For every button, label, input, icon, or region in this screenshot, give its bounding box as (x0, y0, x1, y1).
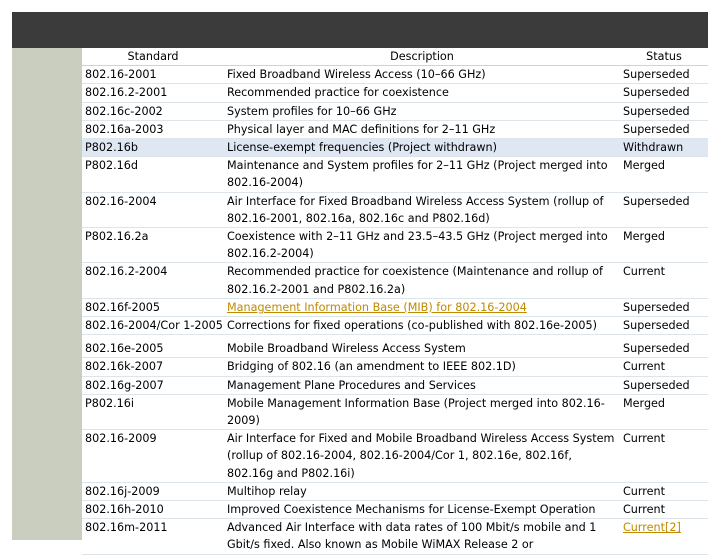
cell-status: Merged (620, 394, 708, 429)
cell-status: Current (620, 482, 708, 500)
header-standard: Standard (82, 48, 224, 66)
cell-standard: 802.16c-2002 (82, 102, 224, 120)
cell-status: Superseded (620, 120, 708, 138)
standards-table-container (82, 48, 708, 552)
table-row (82, 519, 708, 554)
slide-sidebar-band (12, 48, 82, 540)
slide-header-band (12, 12, 708, 48)
cell-standard: 802.16f-2005 (82, 298, 224, 316)
cell-standard: 802.16.2-2004 (82, 263, 224, 298)
cell-standard: 802.16e-2005 (82, 335, 224, 358)
cell-description: Coexistence with 2–11 GHz and 23.5–43.5 GHz (Project merged into 802.16.2-2004) (224, 228, 620, 263)
cell-status: Superseded (620, 298, 708, 316)
cell-standard: 802.16.2-2001 (82, 84, 224, 102)
cell-standard: 802.16-2004 (82, 192, 224, 227)
cell-description: Improved Coexistence Mechanisms for License-Exempt Operation (224, 501, 620, 519)
cell-status: Superseded (620, 102, 708, 120)
cell-status: Superseded (620, 376, 708, 394)
cell-status: Superseded (620, 66, 708, 84)
footnote-link[interactable]: Current[2] (623, 521, 681, 535)
table-row (82, 102, 708, 120)
cell-description: License-exempt frequencies (Project withdrawn) (224, 139, 620, 157)
table-row (82, 358, 708, 376)
cell-description: Advanced Air Interface with data rates of 100 Mbit/s mobile and 1 Gbit/s fixed. Also known as Mobile WiMAX Release 2 or (224, 519, 620, 554)
cell-description: Corrections for fixed operations (co-published with 802.16e-2005) (224, 317, 620, 335)
table-header-row (82, 48, 708, 66)
cell-standard: P802.16b (82, 139, 224, 157)
header-status: Status (620, 48, 708, 66)
cell-description: Air Interface for Fixed Broadband Wireless Access System (rollup of 802.16-2001, 802.16a, 802.16c and P802.16d) (224, 192, 620, 227)
cell-description: Recommended practice for coexistence (Maintenance and rollup of 802.16.2-2001 and P802.16.2a) (224, 263, 620, 298)
cell-status: Superseded (620, 317, 708, 335)
cell-description: Physical layer and MAC definitions for 2–11 GHz (224, 120, 620, 138)
cell-description-link[interactable] (224, 298, 620, 316)
cell-status: Merged (620, 228, 708, 263)
table-row (82, 298, 708, 316)
cell-description: Multihop relay (224, 482, 620, 500)
table-row (82, 482, 708, 500)
cell-description: Mobile Management Information Base (Project merged into 802.16-2009) (224, 394, 620, 429)
table-row (82, 394, 708, 429)
cell-status: Current (620, 358, 708, 376)
cell-status: Current (620, 430, 708, 483)
cell-description: System profiles for 10–66 GHz (224, 102, 620, 120)
cell-description: Fixed Broadband Wireless Access (10–66 GHz) (224, 66, 620, 84)
cell-description: Air Interface for Fixed and Mobile Broadband Wireless Access System (rollup of 802.16-2004, 802.16-2004/Cor 1, 802.16e, 802.16f, 802.16g and P802.16i) (224, 430, 620, 483)
cell-standard: 802.16h-2010 (82, 501, 224, 519)
table-row (82, 335, 708, 358)
table-row (82, 120, 708, 138)
cell-standard: 802.16m-2011 (82, 519, 224, 554)
cell-standard: 802.16-2004/Cor 1-2005 (82, 317, 224, 335)
table-row-highlighted (82, 139, 708, 157)
cell-description: Maintenance and System profiles for 2–11 GHz (Project merged into 802.16-2004) (224, 157, 620, 192)
table-row (82, 501, 708, 519)
table-row (82, 192, 708, 227)
cell-status: Current (620, 263, 708, 298)
table-row (82, 263, 708, 298)
table-row (82, 66, 708, 84)
header-description: Description (224, 48, 620, 66)
cell-standard: 802.16-2001 (82, 66, 224, 84)
cell-status: Withdrawn (620, 139, 708, 157)
table-row (82, 228, 708, 263)
cell-description: Recommended practice for coexistence (224, 84, 620, 102)
table-row (82, 157, 708, 192)
cell-standard: P802.16d (82, 157, 224, 192)
cell-standard: 802.16k-2007 (82, 358, 224, 376)
table-row (82, 317, 708, 335)
cell-status: Superseded (620, 192, 708, 227)
cell-status: Superseded (620, 335, 708, 358)
cell-status: Current (620, 501, 708, 519)
mib-link[interactable]: Management Information Base (MIB) for 802.16-2004 (227, 300, 527, 314)
cell-description: Management Plane Procedures and Services (224, 376, 620, 394)
table-row (82, 84, 708, 102)
cell-standard: 802.16a-2003 (82, 120, 224, 138)
standards-table (82, 48, 708, 555)
cell-description: Bridging of 802.16 (an amendment to IEEE 802.1D) (224, 358, 620, 376)
cell-status-link[interactable] (620, 519, 708, 554)
cell-description: Mobile Broadband Wireless Access System (224, 335, 620, 358)
cell-standard: 802.16j-2009 (82, 482, 224, 500)
cell-status: Superseded (620, 84, 708, 102)
cell-standard: 802.16g-2007 (82, 376, 224, 394)
cell-standard: P802.16.2a (82, 228, 224, 263)
cell-standard: P802.16i (82, 394, 224, 429)
table-row (82, 430, 708, 483)
table-row (82, 376, 708, 394)
cell-standard: 802.16-2009 (82, 430, 224, 483)
cell-status: Merged (620, 157, 708, 192)
